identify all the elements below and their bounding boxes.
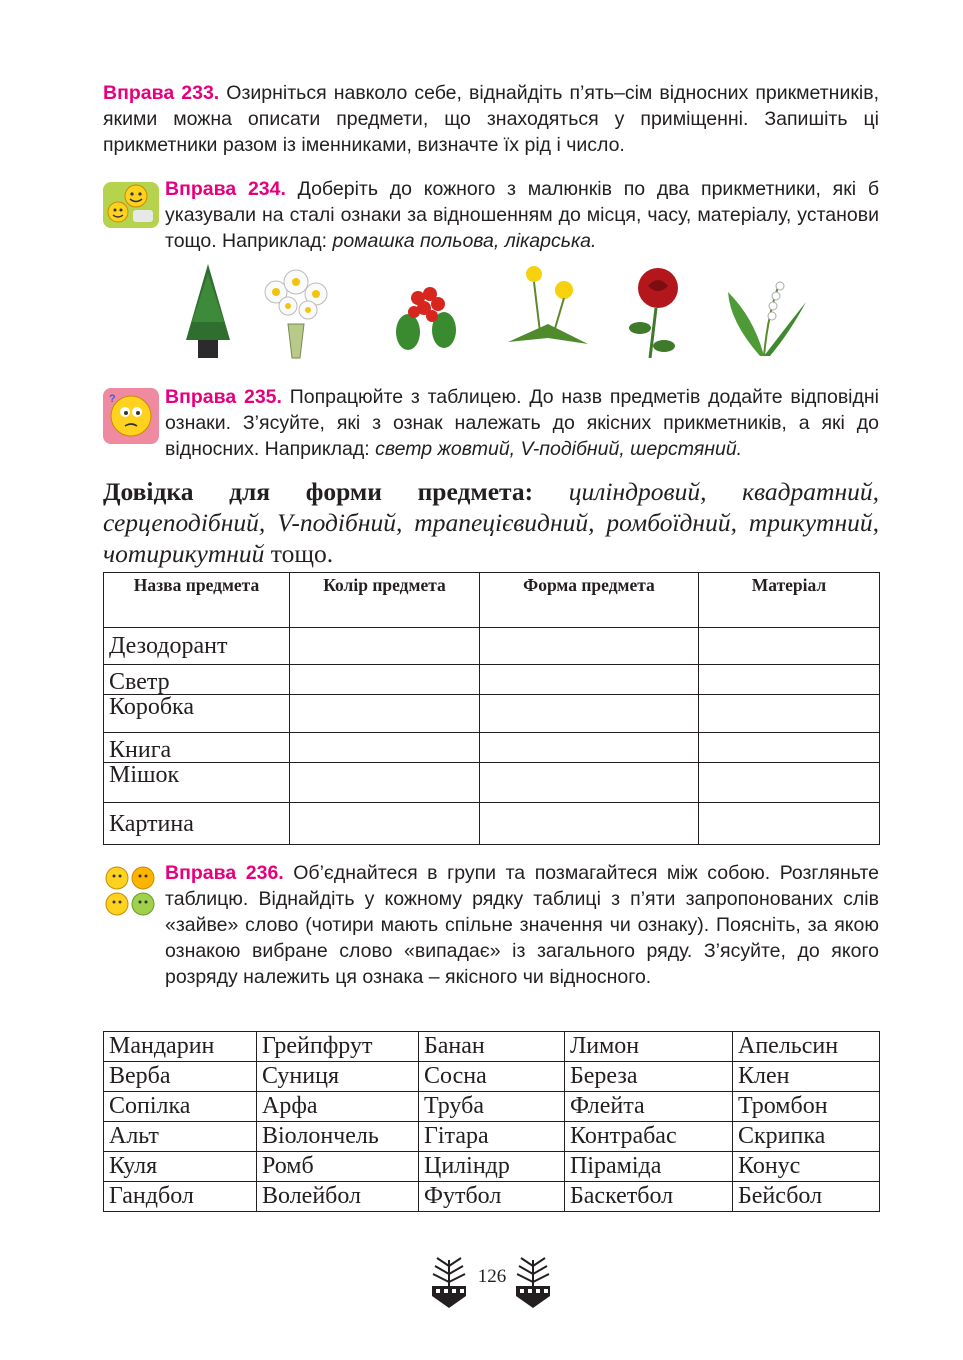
table-cell: Клен [733,1062,880,1092]
table-row [104,733,880,763]
table-cell: Конус [733,1152,880,1182]
exercise-example: ромашка польова, лікарська. [332,230,597,252]
smileys-icon [103,182,159,228]
table-cell: Коробка [104,695,290,733]
table-header: Форма предмета [480,573,699,628]
empty-cell[interactable] [480,695,699,733]
table-header: Назва предмета [104,573,290,628]
table-cell: Тромбон [733,1092,880,1122]
table-cell: Гітара [419,1122,565,1152]
page-number: 126 [477,1266,507,1287]
empty-cell[interactable] [290,695,480,733]
table-cell: Картина [104,803,290,845]
rose-image [620,262,690,362]
table-cell: Футбол [419,1182,565,1212]
daisies-vase-image [260,262,332,362]
table-cell: Грейпфрут [257,1032,419,1062]
reference-heading: Довідка для форми предмета: [103,477,534,506]
empty-cell[interactable] [699,665,880,695]
dandelion-image [498,262,598,362]
table-cell: Мішок [104,763,290,803]
empty-cell[interactable] [480,763,699,803]
empty-cell[interactable] [699,733,880,763]
empty-cell[interactable] [699,628,880,665]
table-cell: Баскетбол [565,1182,733,1212]
table-row [104,1092,880,1122]
empty-cell[interactable] [290,763,480,803]
empty-cell[interactable] [480,733,699,763]
svg-text:?: ? [109,393,116,405]
table-cell: Береза [565,1062,733,1092]
exercise-235 [165,384,879,462]
table-cell: Циліндр [419,1152,565,1182]
exercise-label: Вправа 234. [165,178,286,200]
table-cell: Скрипка [733,1122,880,1152]
table-row [104,1152,880,1182]
table-cell: Банан [419,1032,565,1062]
table-cell: Піраміда [565,1152,733,1182]
table-header: Матеріал [699,573,880,628]
page-footer [428,1256,554,1310]
reference-block [103,476,879,569]
lily-of-the-valley-image [720,262,810,362]
table-row [104,1182,880,1212]
empty-cell[interactable] [290,665,480,695]
empty-cell[interactable] [480,803,699,845]
table-row [104,803,880,845]
table-header: Колір предмета [290,573,480,628]
table-cell: Сопілка [104,1092,257,1122]
table-cell: Бейсбол [733,1182,880,1212]
objects-table [103,572,880,845]
table-cell: Книга [104,733,290,763]
table-cell: Верба [104,1062,257,1092]
exercise-text: Об’єднайтеся в групи та позмагайтеся між собою. Розгляньте таблицю. Віднайдіть у кожному рядку таблиці з п’яти запропонованих слів «зайве» слово (чотири мають спільне значення чи ознаку). Поясніть, за якою ознакою вибране слово «випадає» із загального ряду. З’ясуйте, до якого розряду належить ця ознака – якісного чи відносного. [165,862,880,988]
table-cell: Гандбол [104,1182,257,1212]
reference-list: циліндровий, квадратний, серцеподібний, V-подібний, трапецієвидний, ромбоїдний, трикутний, чотирикутний [103,477,879,568]
table-row [104,628,880,665]
table-cell: Сосна [419,1062,565,1092]
exercise-text: Попрацюйте з таблицею. До назв предметів додайте відповідні ознаки. З’ясуйте, які з ознак належать до якісних прикметників, а які до відносних. Наприклад: [165,386,879,460]
table-row [104,1122,880,1152]
reference-tail: тощо. [264,539,334,568]
table-cell: Дезодорант [104,628,290,665]
odd-word-table [103,1031,880,1212]
exercise-text: Доберіть до кожного з малюнків по два прикметники, які б указували на сталі ознаки за відношенням до місця, часу, матеріалу, установи тощо. Наприклад: [165,178,879,252]
table-cell: Труба [419,1092,565,1122]
fir-tree-image [178,262,238,362]
exercise-label: Вправа 235. [165,386,282,408]
empty-cell[interactable] [290,628,480,665]
table-cell: Светр [104,665,290,695]
empty-cell[interactable] [290,733,480,763]
table-row [104,1032,880,1062]
table-cell: Куля [104,1152,257,1182]
exercise-234 [165,176,879,254]
ornament-right-icon [512,1256,554,1310]
table-cell: Мандарин [104,1032,257,1062]
exercise-label: Вправа 233. [103,82,220,104]
table-cell: Ромб [257,1152,419,1182]
empty-cell[interactable] [699,695,880,733]
table-header-row [104,573,880,628]
empty-cell[interactable] [699,763,880,803]
table-row [104,1062,880,1092]
empty-cell[interactable] [480,665,699,695]
table-row [104,763,880,803]
table-cell: Альт [104,1122,257,1152]
exercise-text: Озирніться навколо себе, віднайдіть п’ять–сім відносних прикметників, якими можна описати предмети, що знаходяться у приміщенні. Запишіть ці прикметники разом із іменниками, визначте їх рід і число. [103,82,879,156]
group-smileys-icon [103,864,159,920]
empty-cell[interactable] [699,803,880,845]
thinking-smiley-icon [103,388,159,444]
exercise-example: светр жовтий, V-подібний, шерстяний. [375,438,743,460]
ornament-left-icon [428,1256,470,1310]
table-cell: Апельсин [733,1032,880,1062]
table-cell: Суниця [257,1062,419,1092]
table-cell: Віолончель [257,1122,419,1152]
exercise-233 [103,80,879,158]
empty-cell[interactable] [290,803,480,845]
picture-strip [170,262,890,362]
table-cell: Контрабас [565,1122,733,1152]
table-cell: Волейбол [257,1182,419,1212]
table-cell: Лимон [565,1032,733,1062]
exercise-236 [165,860,879,990]
table-cell: Арфа [257,1092,419,1122]
table-row [104,665,880,695]
table-cell: Флейта [565,1092,733,1122]
table-row [104,695,880,733]
viburnum-image [396,262,456,362]
empty-cell[interactable] [480,628,699,665]
exercise-label: Вправа 236. [165,862,284,884]
